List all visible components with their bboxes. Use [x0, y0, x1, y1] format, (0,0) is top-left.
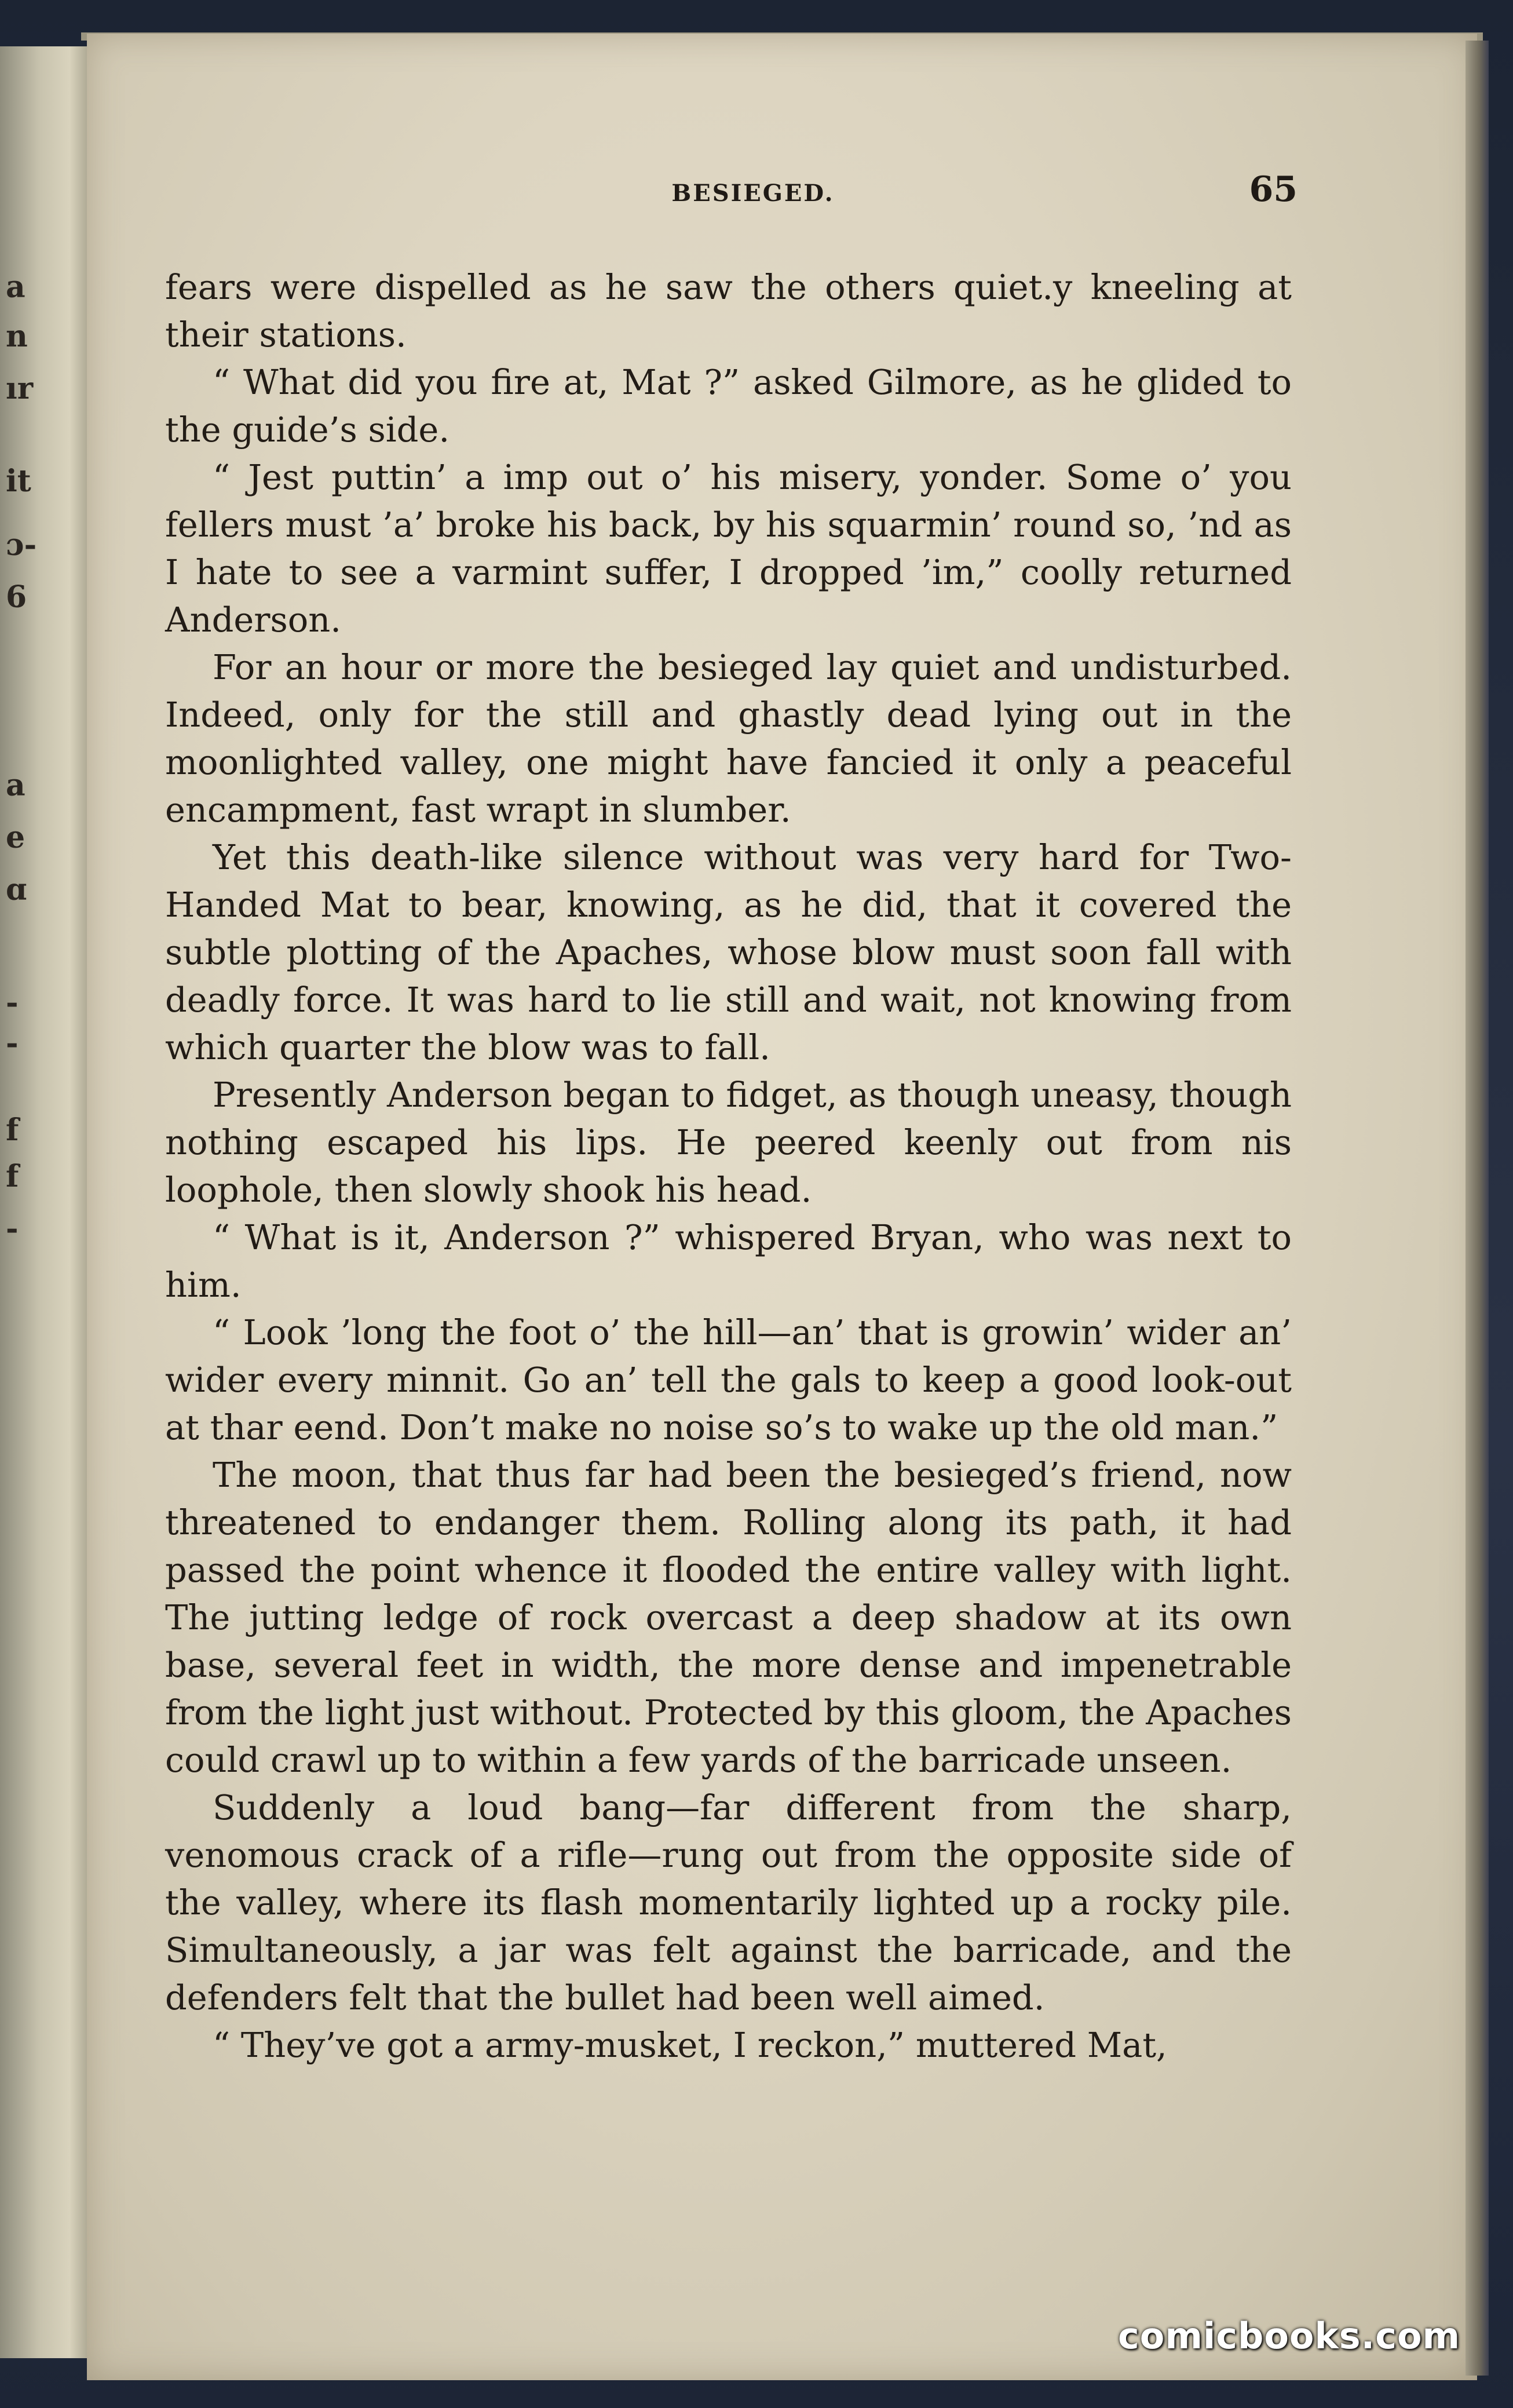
paragraph: “ What did you fire at, Mat ?” asked Gilmore, as he glided to the guide’s side. — [165, 362, 1292, 450]
facing-page-fragment: 6 — [6, 579, 27, 615]
page-right-edge — [1466, 41, 1489, 2376]
paragraph: “ What is it, Anderson ?” whispered Bryan, who was next to him. — [165, 1217, 1292, 1305]
paragraph: For an hour or more the besieged lay quiet and undisturbed. Indeed, only for the still and ghastly dead lying out in the moonlighted valley, one might have fancied it only a peaceful encampment, fast wrapt in slumber. — [165, 647, 1292, 830]
paragraph: Presently Anderson began to fidget, as though uneasy, though nothing escaped his lips. He peered keenly out from nis loophole, then slowly shook his head. — [165, 1075, 1292, 1210]
facing-page-fragment: - — [6, 985, 19, 1020]
facing-page-fragment: - — [6, 1026, 19, 1061]
facing-page-fragment: it — [6, 464, 31, 499]
facing-page-fragment: f — [6, 1112, 19, 1148]
running-header: BESIEGED. — [671, 180, 835, 207]
facing-page-fragment: ɑ — [6, 872, 27, 907]
facing-page-fragment: f — [6, 1159, 19, 1194]
facing-page-fragment: a — [6, 768, 25, 803]
page-number: 65 — [1249, 169, 1298, 210]
paragraph: The moon, that thus far had been the besieged’s friend, now threatened to endanger them. Rolling along its path, it had passed the point whence it flooded the entire valley with light. The jutting ledge of rock overcast a deep shadow at its own base, several feet in width, the more dense and impenetrable from the light just without. Protected by this gloom, the Apaches could crawl up to within a few yards of the barricade unseen. — [165, 1455, 1292, 1780]
paragraph: “ Jest puttin’ a imp out o’ his misery, yonder. Some o’ you fellers must ’a’ broke his back, by his squarmin’ round so, ’nd as I hate to see a varmint suffer, I dropped ’im,” coolly returned Anderson. — [165, 457, 1292, 640]
facing-page-fragment: ır — [6, 371, 34, 406]
paragraph: Yet this death-like silence without was very hard for Two-Handed Mat to bear, knowing, as he did, that it covered the subtle plotting of the Apaches, whose blow must soon fall with deadly force. It was hard to lie still and wait, not knowing from which quarter the blow was to fall. — [165, 837, 1292, 1067]
facing-page-fragment: n — [6, 319, 28, 354]
facing-page-fragment: ɔ- — [6, 527, 37, 563]
facing-page-fragment: e — [6, 820, 25, 855]
facing-page-edge — [0, 46, 90, 2358]
body-text — [165, 264, 1292, 2069]
paragraph: “ Look ’long the foot o’ the hill—an’ that is growin’ wider an’ wider every minnit. Go an’ tell the gals to keep a good look-out at thar eend. Don’t make no noise so’s to wake up the old man.” — [165, 1312, 1292, 1447]
paragraph: fears were dispelled as he saw the others quiet.y kneeling at their stations. — [165, 267, 1292, 355]
site-watermark: comicbooks.com — [1118, 2315, 1461, 2357]
paragraph: “ They’ve got a army-musket, I reckon,” muttered Mat, — [213, 2025, 1167, 2065]
facing-page-fragment: a — [6, 269, 25, 305]
facing-page-fragment: - — [6, 1211, 19, 1246]
paragraph: Suddenly a loud bang—far different from the sharp, venomous crack of a rifle—rung out from the opposite side of the valley, where its flash momentarily lighted up a rocky pile. Simultaneously, a jar was felt against the barricade, and the defenders felt that the bullet had been well aimed. — [165, 1787, 1292, 2017]
